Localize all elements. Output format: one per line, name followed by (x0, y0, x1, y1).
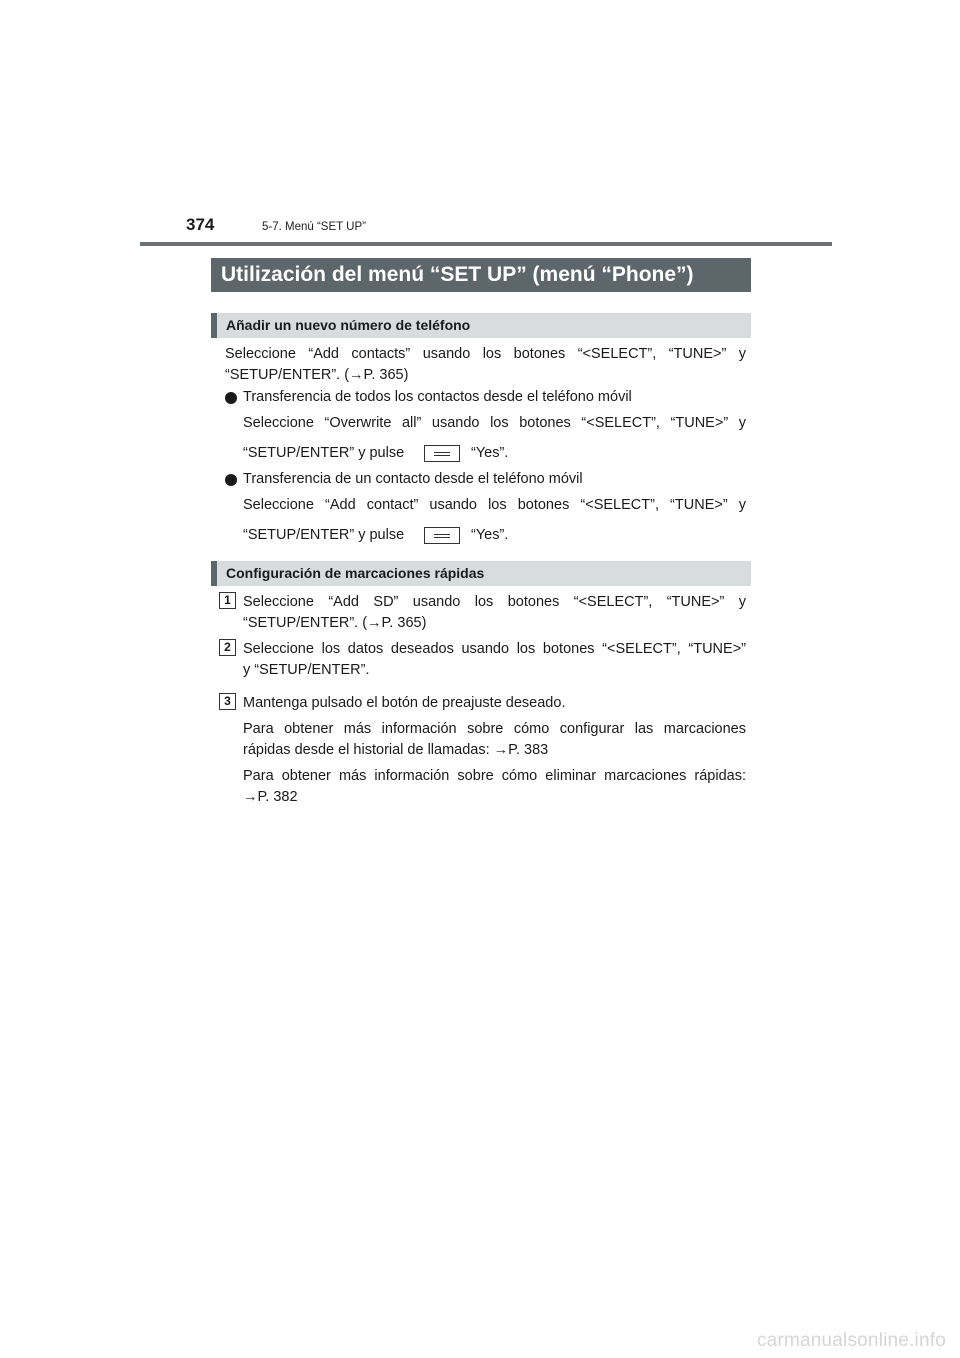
step3-line1: Mantenga pulsado el botón de preajuste deseado. (243, 695, 566, 711)
bullet2-line2-pre: “SETUP/ENTER” y pulse (243, 527, 405, 543)
step-number-box: 2 (219, 639, 236, 656)
step3-note1-line1: Para obtener más información sobre cómo configurar las marcaciones (243, 721, 746, 737)
step1-line1: Seleccione “Add SD” usando los botones “<SELECT”, “TUNE>” y (243, 594, 746, 610)
bullet2-title: Transferencia de un contacto desde el teléfono móvil (243, 471, 583, 487)
page-number: 374 (186, 215, 215, 234)
step3-note1-line2: rápidas desde el historial de llamadas: →P. 383 (243, 742, 549, 758)
intro-text-line2: “SETUP/ENTER”. (→P. 365) (225, 367, 409, 383)
step3-note2-line2: →P. 382 (243, 789, 298, 805)
bullet1-title: Transferencia de todos los contactos desde el teléfono móvil (243, 389, 632, 405)
watermark: carmanualsonline.info (756, 1330, 946, 1351)
subheader-add-number: Añadir un nuevo número de teléfono (211, 313, 751, 338)
bullet1-line2-post: “Yes”. (471, 445, 509, 461)
step3-note2-line1: Para obtener más información sobre cómo eliminar marcaciones rápidas: (243, 768, 746, 784)
step2-line1: Seleccione los datos deseados usando los botones “<SELECT”, “TUNE>” (243, 641, 746, 657)
step-number-box: 1 (219, 592, 236, 609)
section-label: 5-7. Menú “SET UP” (262, 221, 366, 233)
bullet1-line2-pre: “SETUP/ENTER” y pulse (243, 445, 405, 461)
bullet2-line2-post: “Yes”. (471, 527, 509, 543)
subheader-speed-dials: Configuración de marcaciones rápidas (211, 561, 751, 586)
bullet-dot (225, 392, 237, 404)
bullet2-line1: Seleccione “Add contact” usando los botones “<SELECT”, “TUNE>” y (243, 497, 746, 513)
bullet-dot (225, 474, 237, 486)
page-title: Utilización del menú “SET UP” (menú “Phone”) (211, 258, 751, 292)
intro-text-line1: Seleccione “Add contacts” usando los botones “<SELECT”, “TUNE>” y (225, 346, 746, 362)
step2-line2: y “SETUP/ENTER”. (243, 662, 370, 678)
bullet1-line1: Seleccione “Overwrite all” usando los botones “<SELECT”, “TUNE>” y (243, 415, 746, 431)
enter-button-icon (424, 527, 460, 544)
step-number-box: 3 (219, 693, 236, 710)
header-rule (140, 242, 832, 246)
step1-line2: “SETUP/ENTER”. (→P. 365) (243, 615, 427, 631)
enter-button-icon (424, 445, 460, 462)
